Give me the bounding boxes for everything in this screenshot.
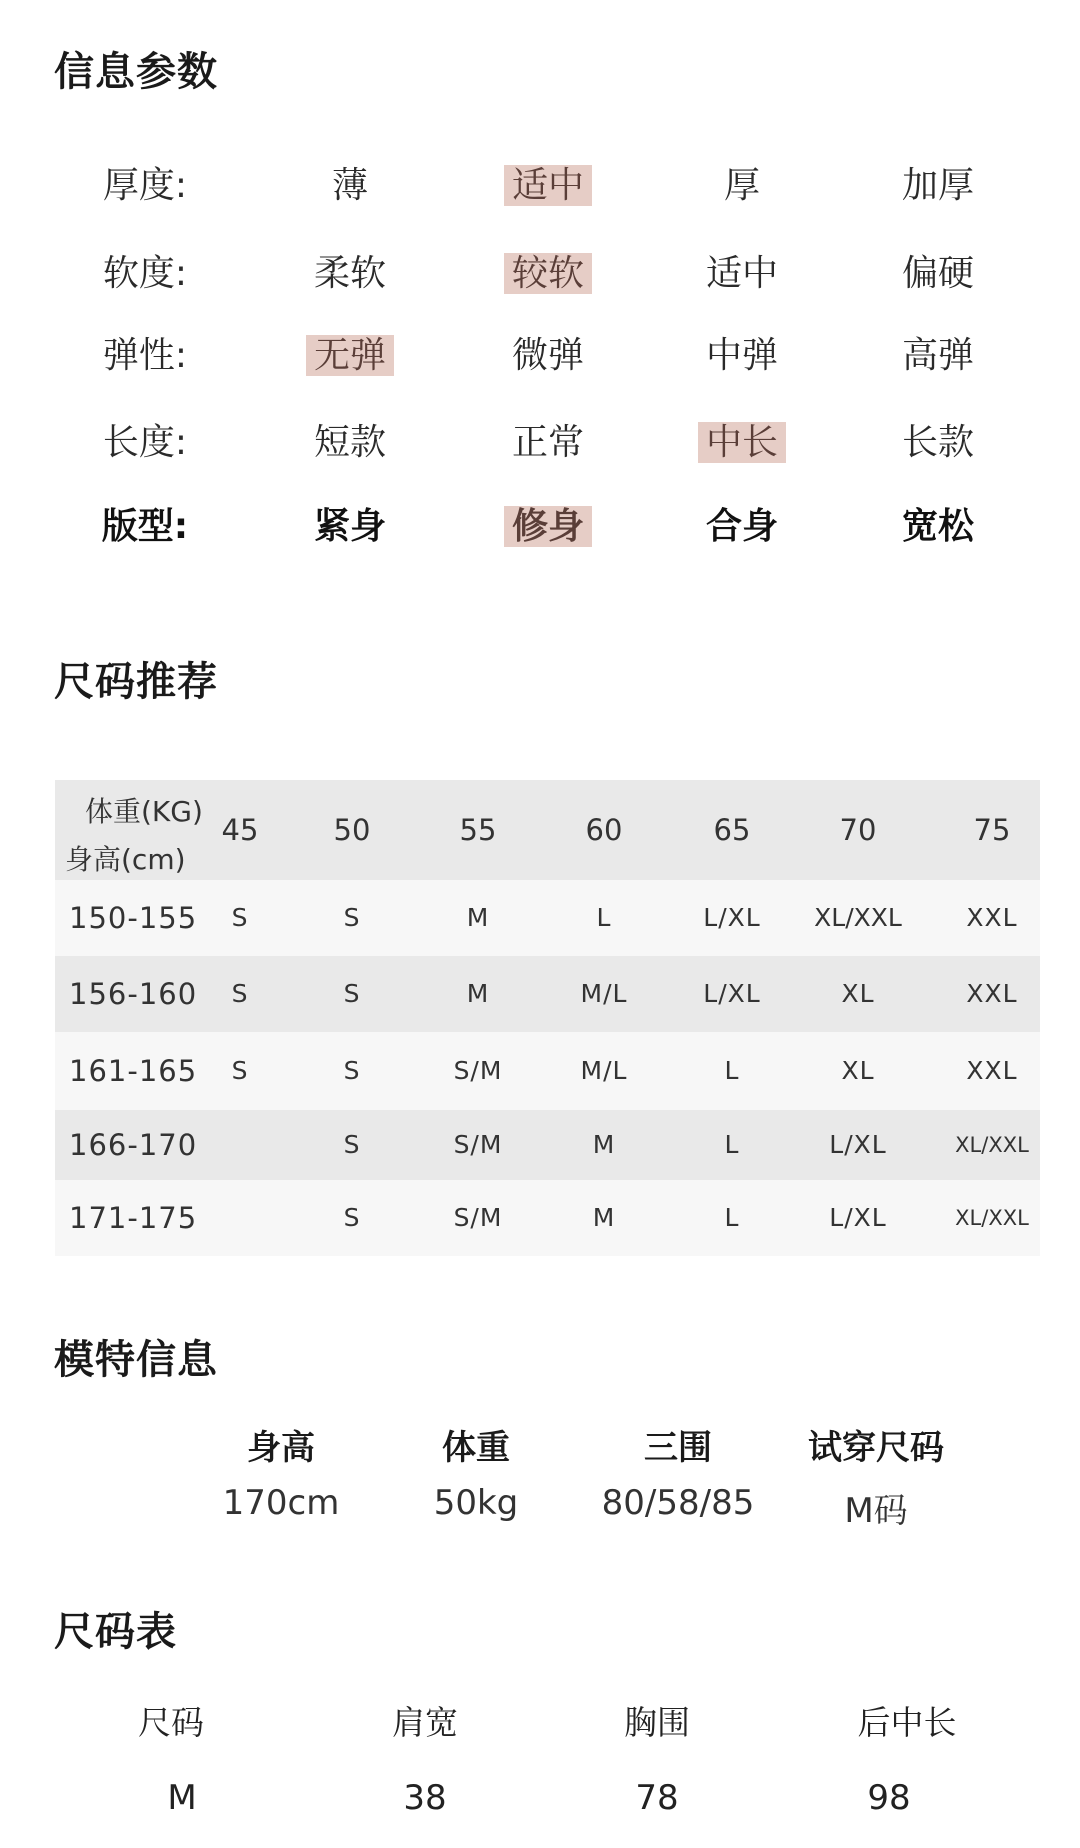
param-option: 短款 — [313, 422, 386, 463]
param-option: 宽松 — [901, 506, 974, 547]
param-option-selected: 修身 — [478, 497, 618, 557]
param-option: 高弹 — [901, 335, 974, 376]
param-option: 合身 — [705, 506, 778, 547]
model-value: 80/58/85 — [601, 1483, 755, 1523]
model-value: 170cm — [222, 1483, 340, 1523]
size-cell: L — [596, 903, 612, 932]
row-height-range: 161-165 — [69, 1054, 198, 1088]
header-weight-value: 55 — [459, 813, 497, 847]
size-chart-header: 后中长 — [857, 1703, 957, 1742]
section-title-info: 信息参数 — [54, 49, 218, 95]
param-label: 厚度: — [102, 165, 188, 206]
size-cell: XL — [841, 1056, 875, 1085]
size-cell: XXL — [966, 1056, 1018, 1085]
size-cell: XL/XXL — [955, 1206, 1029, 1230]
size-cell: L/XL — [829, 1130, 887, 1159]
param-row — [0, 413, 1080, 473]
size-cell: M/L — [580, 1056, 628, 1085]
param-option: 中弹 — [705, 335, 778, 376]
row-height-range: 166-170 — [69, 1128, 198, 1162]
param-option: 微弹 — [511, 335, 584, 376]
param-label: 软度: — [102, 253, 188, 294]
param-option-selected: 较软 — [478, 244, 618, 304]
param-option-selected: 适中 — [478, 156, 618, 216]
model-header: 体重 — [442, 1428, 510, 1468]
size-cell: S — [343, 903, 361, 932]
param-option: 适中 — [705, 253, 778, 294]
param-option: 长款 — [901, 422, 974, 463]
model-value: M码 — [844, 1491, 908, 1531]
size-cell: S — [343, 1130, 361, 1159]
param-row — [0, 497, 1080, 557]
size-cell: S/M — [453, 1203, 503, 1232]
model-header: 试穿尺码 — [808, 1428, 944, 1468]
param-option-selected: 中长 — [672, 413, 812, 473]
header-height-label: 身高(cm) — [65, 843, 186, 876]
header-weight-label: 体重(KG) — [85, 795, 203, 828]
size-cell: M — [592, 1130, 616, 1159]
param-option: 紧身 — [313, 506, 386, 547]
param-option: 加厚 — [901, 165, 974, 206]
size-cell — [180, 1180, 300, 1256]
section-title-chart: 尺码表 — [54, 1609, 177, 1655]
size-cell: L — [724, 1203, 740, 1232]
size-cell: S — [343, 979, 361, 1008]
size-cell: M — [592, 1203, 616, 1232]
size-cell: XL/XXL — [814, 903, 902, 932]
param-option: 厚 — [723, 165, 760, 206]
param-row — [0, 156, 1080, 216]
size-cell: M — [466, 979, 490, 1008]
header-axis-labels — [65, 788, 203, 884]
section-title-model: 模特信息 — [54, 1337, 218, 1383]
size-cell: M/L — [580, 979, 628, 1008]
header-weight-value: 45 — [221, 813, 259, 847]
table-row — [55, 1180, 1040, 1256]
section-title-recommend: 尺码推荐 — [54, 659, 218, 705]
size-chart-header: 胸围 — [624, 1703, 690, 1742]
size-cell: S/M — [453, 1056, 503, 1085]
size-cell — [180, 1110, 300, 1180]
table-row — [55, 1032, 1040, 1110]
header-weight-value: 65 — [713, 813, 751, 847]
size-cell: L/XL — [829, 1203, 887, 1232]
param-label: 版型: — [101, 506, 189, 547]
size-cell: S — [343, 1203, 361, 1232]
param-row — [0, 244, 1080, 304]
param-option: 薄 — [331, 165, 368, 206]
header-weight-value: 75 — [973, 813, 1011, 847]
param-option: 偏硬 — [901, 253, 974, 294]
size-cell: M — [466, 903, 490, 932]
size-cell: XXL — [966, 979, 1018, 1008]
param-label: 长度: — [102, 422, 188, 463]
model-value: 50kg — [433, 1483, 519, 1523]
table-row — [55, 1110, 1040, 1180]
size-chart-header: 肩宽 — [392, 1703, 458, 1742]
size-cell: S — [343, 1056, 361, 1085]
header-weight-value: 50 — [333, 813, 371, 847]
size-cell: L — [724, 1130, 740, 1159]
param-option: 正常 — [511, 422, 584, 463]
param-option: 柔软 — [313, 253, 386, 294]
size-chart-value: 98 — [867, 1778, 911, 1818]
table-row — [55, 880, 1040, 956]
param-option-selected: 无弹 — [280, 326, 420, 386]
size-cell: XXL — [966, 903, 1018, 932]
size-cell: L/XL — [703, 979, 761, 1008]
size-cell: S — [231, 979, 249, 1008]
size-chart-value: 78 — [635, 1778, 679, 1818]
row-height-range: 150-155 — [69, 901, 198, 935]
size-cell: XL — [841, 979, 875, 1008]
size-table-header — [55, 780, 1040, 880]
size-cell: S — [231, 903, 249, 932]
header-weight-value: 70 — [839, 813, 877, 847]
size-cell: L — [724, 1056, 740, 1085]
param-label: 弹性: — [102, 335, 188, 376]
row-height-range: 156-160 — [69, 977, 198, 1011]
model-header: 三围 — [644, 1428, 712, 1468]
row-height-range: 171-175 — [69, 1201, 198, 1235]
size-cell: S/M — [453, 1130, 503, 1159]
param-row — [0, 326, 1080, 386]
size-cell: L/XL — [703, 903, 761, 932]
table-row — [55, 956, 1040, 1032]
size-cell: S — [231, 1056, 249, 1085]
size-chart-header: 尺码 — [138, 1703, 204, 1742]
model-header: 身高 — [247, 1428, 315, 1468]
size-chart-value: M — [167, 1778, 197, 1818]
header-weight-value: 60 — [585, 813, 623, 847]
size-cell: XL/XXL — [955, 1133, 1029, 1157]
size-recommend-table — [55, 780, 1040, 1256]
size-chart-value: 38 — [403, 1778, 447, 1818]
